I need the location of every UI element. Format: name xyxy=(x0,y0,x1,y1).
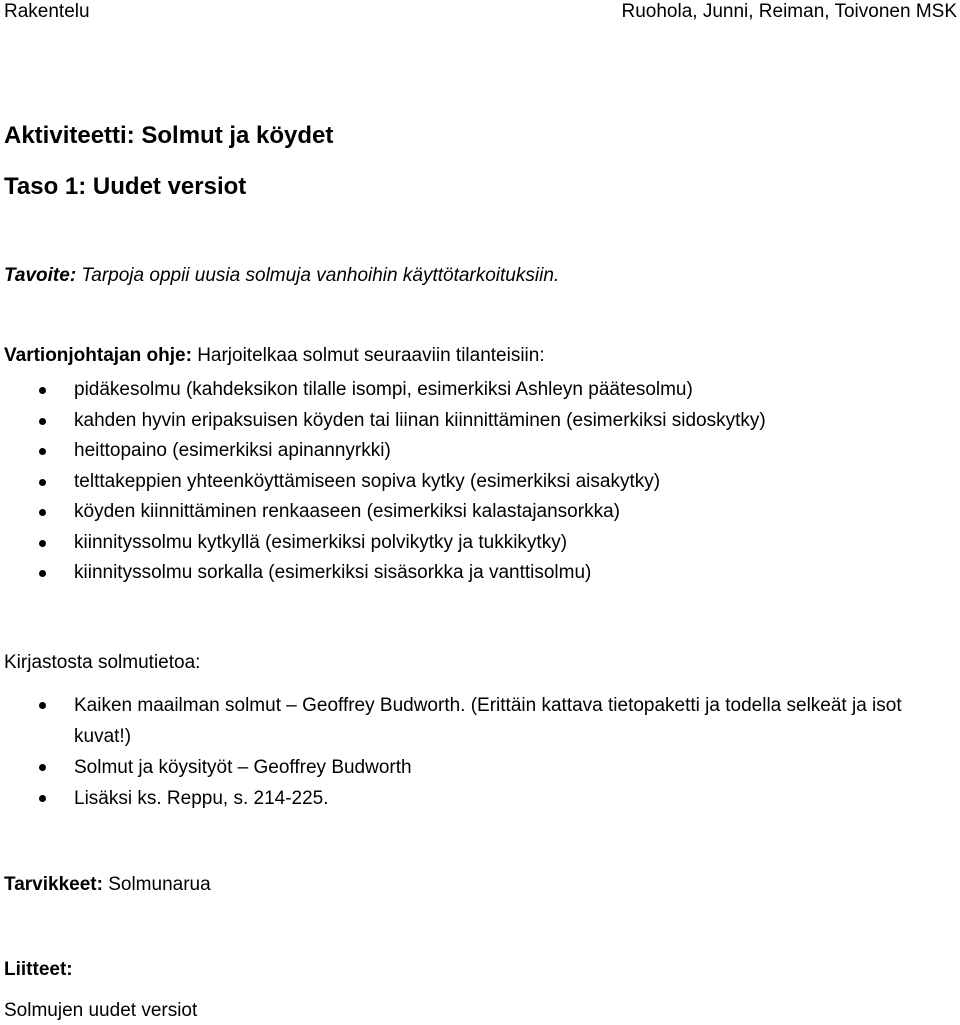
list-item xyxy=(0,375,960,406)
bullet-icon xyxy=(39,479,46,486)
list-item xyxy=(0,467,960,498)
list-item xyxy=(0,497,960,528)
bullet-icon xyxy=(39,764,46,771)
leader-instructions-label: Vartionjohtajan ohje: xyxy=(4,345,192,366)
leader-instructions-text: Harjoitelkaa solmut seuraaviin tilanteisiin: xyxy=(197,345,545,366)
list-item-text: Kaiken maailman solmut – Geoffrey Budworth. (Erittäin kattava tietopaketti ja todella selkeät ja isot kuvat!) xyxy=(74,695,902,747)
attachments-text: Solmujen uudet versiot xyxy=(4,1000,198,1021)
list-item-text: pidäkesolmu (kahdeksikon tilalle isompi, esimerkiksi Ashleyn päätesolmu) xyxy=(74,379,693,400)
supplies-label: Tarvikkeet: xyxy=(4,874,103,895)
list-item-text: Lisäksi ks. Reppu, s. 214-225. xyxy=(74,788,329,809)
list-item xyxy=(0,436,960,467)
goal-text: Tarpoja oppii uusia solmuja vanhoihin käyttötarkoituksiin. xyxy=(81,265,560,286)
bullet-icon xyxy=(39,448,46,455)
bullet-icon xyxy=(39,387,46,394)
goal-paragraph xyxy=(4,264,559,288)
list-item-text: kiinnityssolmu sorkalla (esimerkiksi sisäsorkka ja vanttisolmu) xyxy=(74,562,592,583)
list-item-text: telttakeppien yhteenköyttämiseen sopiva kytky (esimerkiksi aisakytky) xyxy=(74,470,661,492)
list-item-text: kiinnityssolmu kytkyllä (esimerkiksi polvikytky ja tukkikytky) xyxy=(74,531,568,553)
instructions-list xyxy=(0,375,960,589)
supplies-paragraph xyxy=(4,873,211,897)
list-item xyxy=(0,528,960,559)
list-item-text: heittopaino (esimerkiksi apinannyrkki) xyxy=(74,440,391,461)
activity-title: Aktiviteetti: Solmut ja köydet xyxy=(4,122,334,149)
library-heading: Kirjastosta solmutietoa: xyxy=(4,652,201,673)
bullet-icon xyxy=(39,418,46,425)
list-item-text: köyden kiinnittäminen renkaaseen (esimerkiksi kalastajansorkka) xyxy=(74,501,620,522)
list-item xyxy=(0,752,960,783)
goal-label: Tavoite: xyxy=(4,265,77,286)
leader-instructions-paragraph xyxy=(4,344,545,368)
bullet-icon xyxy=(39,795,46,802)
bullet-icon xyxy=(39,570,46,577)
bullet-icon xyxy=(39,509,46,516)
bullet-icon xyxy=(39,540,46,547)
header-left-text: Rakentelu xyxy=(4,1,90,22)
attachments-label: Liitteet: xyxy=(4,959,73,980)
supplies-text: Solmunarua xyxy=(108,874,211,895)
list-item xyxy=(0,406,960,437)
list-item xyxy=(0,690,960,752)
bullet-icon xyxy=(39,702,46,709)
list-item-text: kahden hyvin eripaksuisen köyden tai liinan kiinnittäminen (esimerkiksi sidoskytky) xyxy=(74,409,766,431)
list-item xyxy=(0,783,960,814)
level-title: Taso 1: Uudet versiot xyxy=(4,173,247,200)
list-item-text: Solmut ja köysityöt – Geoffrey Budworth xyxy=(74,757,412,778)
list-item xyxy=(0,558,960,589)
header-right-authors: Ruohola, Junni, Reiman, Toivonen MSK xyxy=(621,1,957,22)
library-list xyxy=(0,690,960,814)
